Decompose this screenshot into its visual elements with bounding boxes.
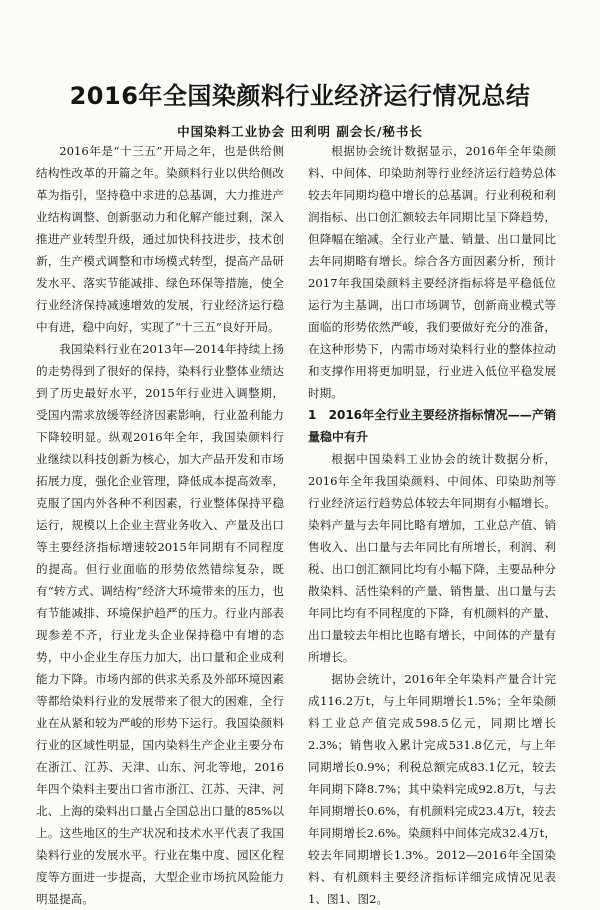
paragraph: 根据协会统计数据显示，2016年全年染颜料、中间体、印染助剂等行业经济运行趋势总体较去年同期均稳中增长的总基调。行业利税和利润指标、出口创汇额较去年同期比呈下降趋势，但降幅在缩减。全行业产量、销量、出口量同比去年同期略有增长。综合各方面因素分析，预计2017年我国染颜料主要经济指标将是平稳低位运行为主基调，出口市场调节，创新商业模式等面临的形势依然严峻，我们要做好充分的准备，在这种形势下，内需市场对染料行业的整体拉动和支撑作用将更加明显，行业进入低位平稳发展时期。 [308,144,556,400]
article-byline: 中国染料工业协会 田利明 副会长/秘书长 [177,124,423,139]
left-column [36,140,284,906]
article-title: 2016年全国染颜料行业经济运行情况总结 [69,82,531,110]
right-column [308,140,556,906]
section-heading: 1 2016年全行业主要经济指标情况——产销量稳中有升 [308,408,556,444]
paragraph: 我国染料行业在2013年—2014年持续上扬的走势得到了很好的保持，染料行业整体业绩达到了历史最好水平，2015年行业进入调整期，受国内需求放缓等经济因素影响，行业盈利能力下降较明显。纵观2016年全年，我国染颜料行业继续以科技创新为核心，加大产品开发和市场拓展力度，强化企业管理，降低成本提高效率，克服了国内外各种不利因素，行业整体保持平稳运行，规模以上企业主营业务收入、产量及出口等主要经济指标增速较2015年同期有不同程度的提高。但行业面临的形势依然错综复杂，既有“转方式、调结构”经济大环境带来的压力，也有节能减排、环境保护趋严的压力。行业内部表现参差不齐，行业龙头企业保持稳中有增的态势，中小企业生存压力加大，出口量和企业成利能力下降。市场内部的供求关系及外部环境因素等都给染料行业的发展带来了很大的困难，全行业在从紧和较为严峻的形势下运行。我国染颜料行业的区域性明显，国内染料生产企业主要分布在浙江、江苏、天津、山东、河北等地，2016年四个染料主要出口省市浙江、江苏、天津、河北、上海的染料出口量占全国总出口量的85%以上。这些地区的生产状况和技术水平代表了我国染料行业的发展水平。行业在集中度、园区化程度等方面进一步提高，大型企业市场抗风险能力明显提高。 [36,342,284,906]
paragraph: 2016年是“十三五”开局之年，也是供给侧结构性改革的开篇之年。染颜料行业以供给侧改革为指引，坚持稳中求进的总基调，大力推进产业结构调整、创新驱动力和化解产能过剩，深入推进产业转型升级，通过加快科技进步，技术创新，生产模式调整和市场模式转型，提高产品研发水平、落实节能减排、绿色环保等措施，使全行业经济保持减速增效的发展，行业经济运行稳中有进，稳中向好，实现了“十三五”良好开局。 [36,144,284,334]
paragraph: 根据中国染料工业协会的统计数据分析，2016年全年我国染颜料、中间体、印染助剂等行业经济运行趋势总体较去年同期有小幅增长。染料产量与去年同比略有增加，工业总产值、销售收入、出口量与去年同比有所增长，利润、利税、出口创汇额同比均有小幅下降，主要品种分散染料、活性染料的产量、销售量、出口量与去年同比均有不同程度的下降，有机颜料的产量、出口量较去年相比也略有增长，中间体的产量有所增长。 [308,452,556,664]
paragraph: 据协会统计，2016年全年染料产量合计完成116.2万t，与上年同期增长1.5%；全年染颜料工业总产值完成598.5亿元，同期比增长2.3%；销售收入累计完成531.8亿元，与上年同期增长0.9%；利税总额完成83.1亿元，较去年同期下降8.7%；其中染料完成92.8万t，与去年同期增长0.6%，有机颜料完成23.4万t，较去年同期增长2.6%。染颜料中间体完成32.4万t，较去年同期增长1.3%。2012—2016年全国染料、有机颜料主要经济指标详细完成情况见表1、图1、图2。 [308,672,556,906]
